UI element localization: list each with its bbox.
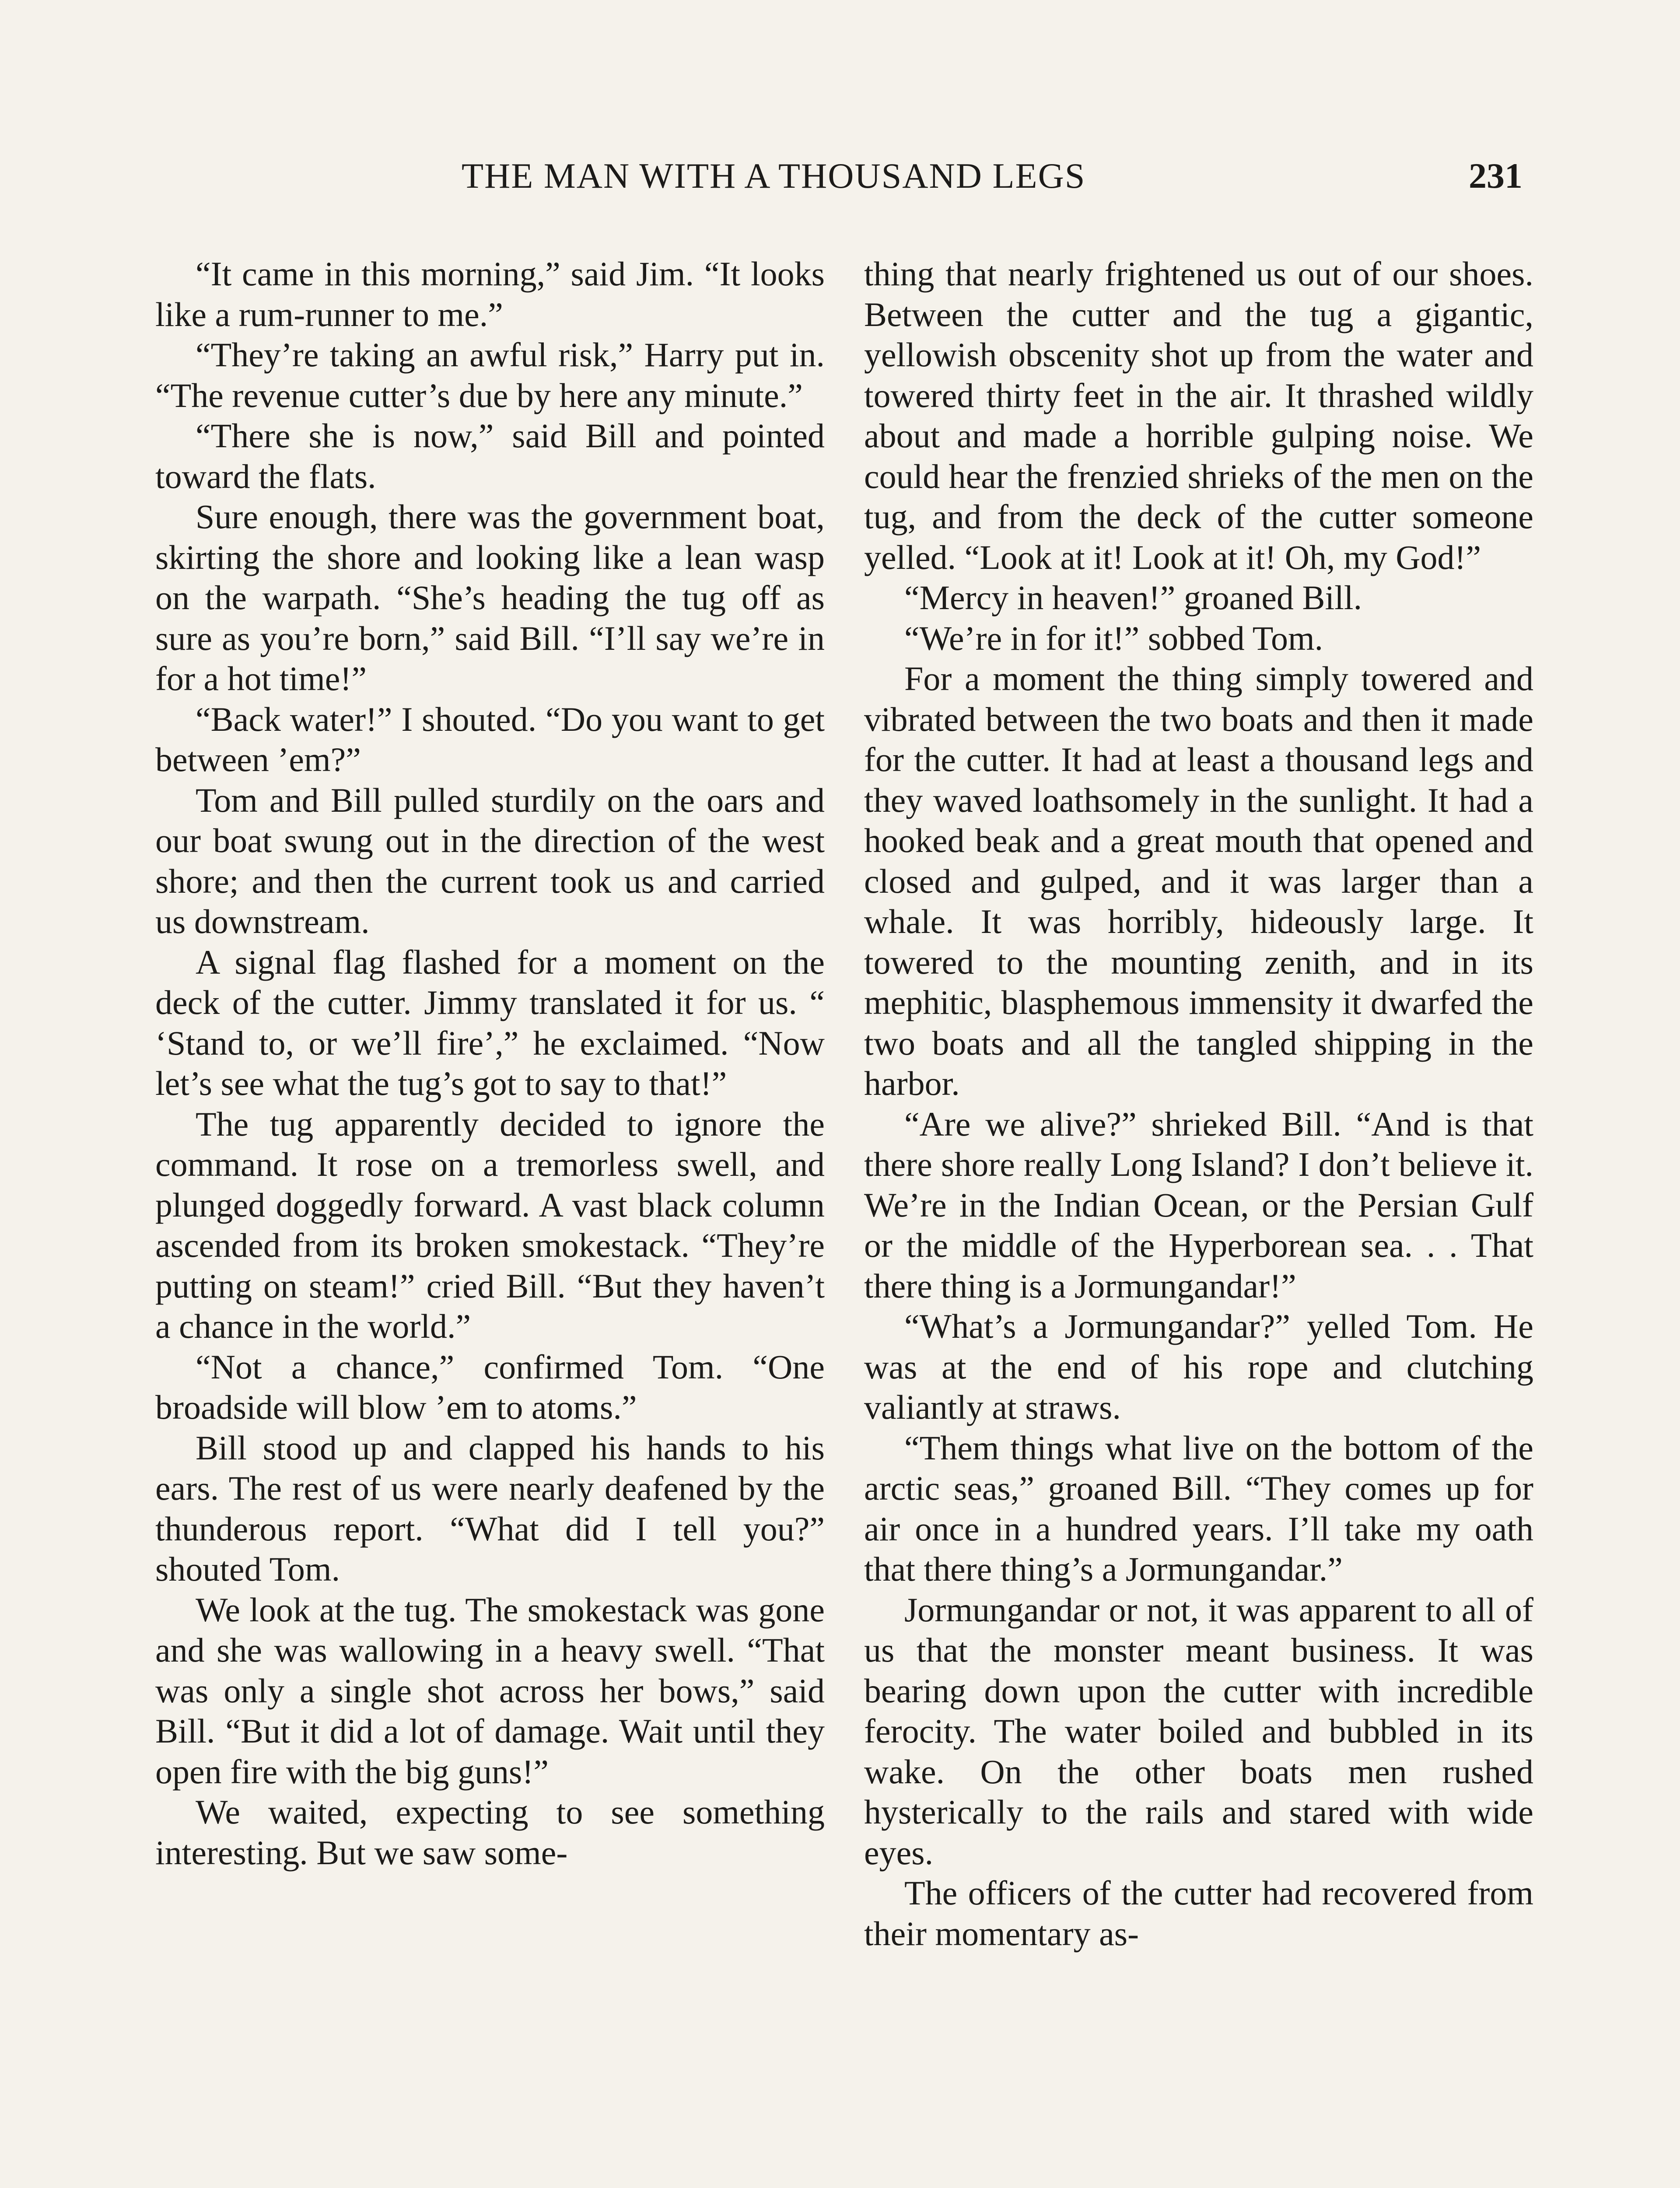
paragraph: “Are we alive?” shrieked Bill. “And is that there shore really Long Island? I don’t believe it. We’re in the Indian Ocean, or the Persian Gulf or the middle of the Hyperborean sea. . . That there thing is a Jormungandar!” <box>864 1105 1533 1305</box>
paragraph: Bill stood up and clapped his hands to his ears. The rest of us were nearly deafened by the thunderous report. “What did I tell you?” shouted Tom. <box>155 1428 825 1588</box>
paragraph: “What’s a Jormungandar?” yelled Tom. He was at the end of his rope and clutching valiantly at straws. <box>864 1307 1533 1426</box>
paragraph: thing that nearly frightened us out of our shoes. Between the cutter and the tug a gigantic, yellowish obscenity shot up from the water and towered thirty feet in the air. It thrashed wildly about and made a horrible gulping noise. We could hear the frenzied shrieks of the men on the tug, and from the deck of the cutter someone yelled. “Look at it! Look at it! Oh, my God!” <box>864 255 1533 576</box>
paragraph: Tom and Bill pulled sturdily on the oars and our boat swung out in the direction of the west shore; and then the current took us and carried us downstream. <box>155 781 825 940</box>
paragraph: “There she is now,” said Bill and pointed toward the flats. <box>155 417 825 495</box>
paragraph: “We’re in for it!” sobbed Tom. <box>904 619 1323 657</box>
paragraph: A signal flag flashed for a moment on the deck of the cutter. Jimmy translated it for us. “ ‘Stand to, or we’ll fire’,” he exclaimed. “Now let’s see what the tug’s got to say to that!” <box>155 943 825 1102</box>
paragraph: For a moment the thing simply towered and vibrated between the two boats and then it made for the cutter. It had at least a thousand legs and they waved loathsomely in the sunlight. It had a hooked beak and a great mouth that opened and closed and gulped, and it was larger than a whale. It was horribly, hideously large. It towered to the mounting zenith, and in its mephitic, blasphemous immensity it dwarfed the two boats and all the tangled shipping in the harbor. <box>864 659 1533 1102</box>
right-text-column <box>864 254 1533 1954</box>
paragraph: “Them things what live on the bottom of the arctic seas,” groaned Bill. “They comes up for air once in a hundred years. I’ll take my oath that there thing’s a Jormungandar.” <box>864 1428 1533 1588</box>
paragraph: Sure enough, there was the government boat, skirting the shore and looking like a lean wasp on the warpath. “She’s heading the tug off as sure as you’re born,” said Bill. “I’ll say we’re in for a hot time!” <box>155 498 825 698</box>
paragraph: “Not a chance,” confirmed Tom. “One broadside will blow ’em to atoms.” <box>155 1347 825 1426</box>
paragraph: “They’re taking an awful risk,” Harry put in. “The revenue cutter’s due by here any minute.” <box>155 336 825 414</box>
running-head <box>153 155 1522 203</box>
paragraph: The officers of the cutter had recovered from their momentary as- <box>864 1874 1533 1953</box>
paragraph: The tug apparently decided to ignore the command. It rose on a tremorless swell, and plunged doggedly forward. A vast black column ascended from its broken smokestack. “They’re putting on steam!” cried Bill. “But they haven’t a chance in the world.” <box>155 1105 825 1345</box>
paragraph: “Back water!” I shouted. “Do you want to get between ’em?” <box>155 700 825 778</box>
running-title: THE MAN WITH A THOUSAND LEGS <box>462 156 1086 196</box>
paragraph: We look at the tug. The smokestack was gone and she was wallowing in a heavy swell. “That was only a single shot across her bows,” said Bill. “But it did a lot of damage. Wait until they open fire with the big guns!” <box>155 1590 825 1791</box>
page-number: 231 <box>1469 156 1522 196</box>
paragraph: Jormungandar or not, it was apparent to all of us that the monster meant business. It was bearing down upon the cutter with incredible ferocity. The water boiled and bubbled in its wake. On the other boats men rushed hysterically to the rails and stared with wide eyes. <box>864 1590 1533 1872</box>
left-text-column <box>155 254 825 1873</box>
paragraph: “Mercy in heaven!” groaned Bill. <box>904 579 1362 617</box>
paragraph: We waited, expecting to see something interesting. But we saw some- <box>155 1793 825 1872</box>
paragraph: “It came in this morning,” said Jim. “It looks like a rum-runner to me.” <box>155 255 825 333</box>
